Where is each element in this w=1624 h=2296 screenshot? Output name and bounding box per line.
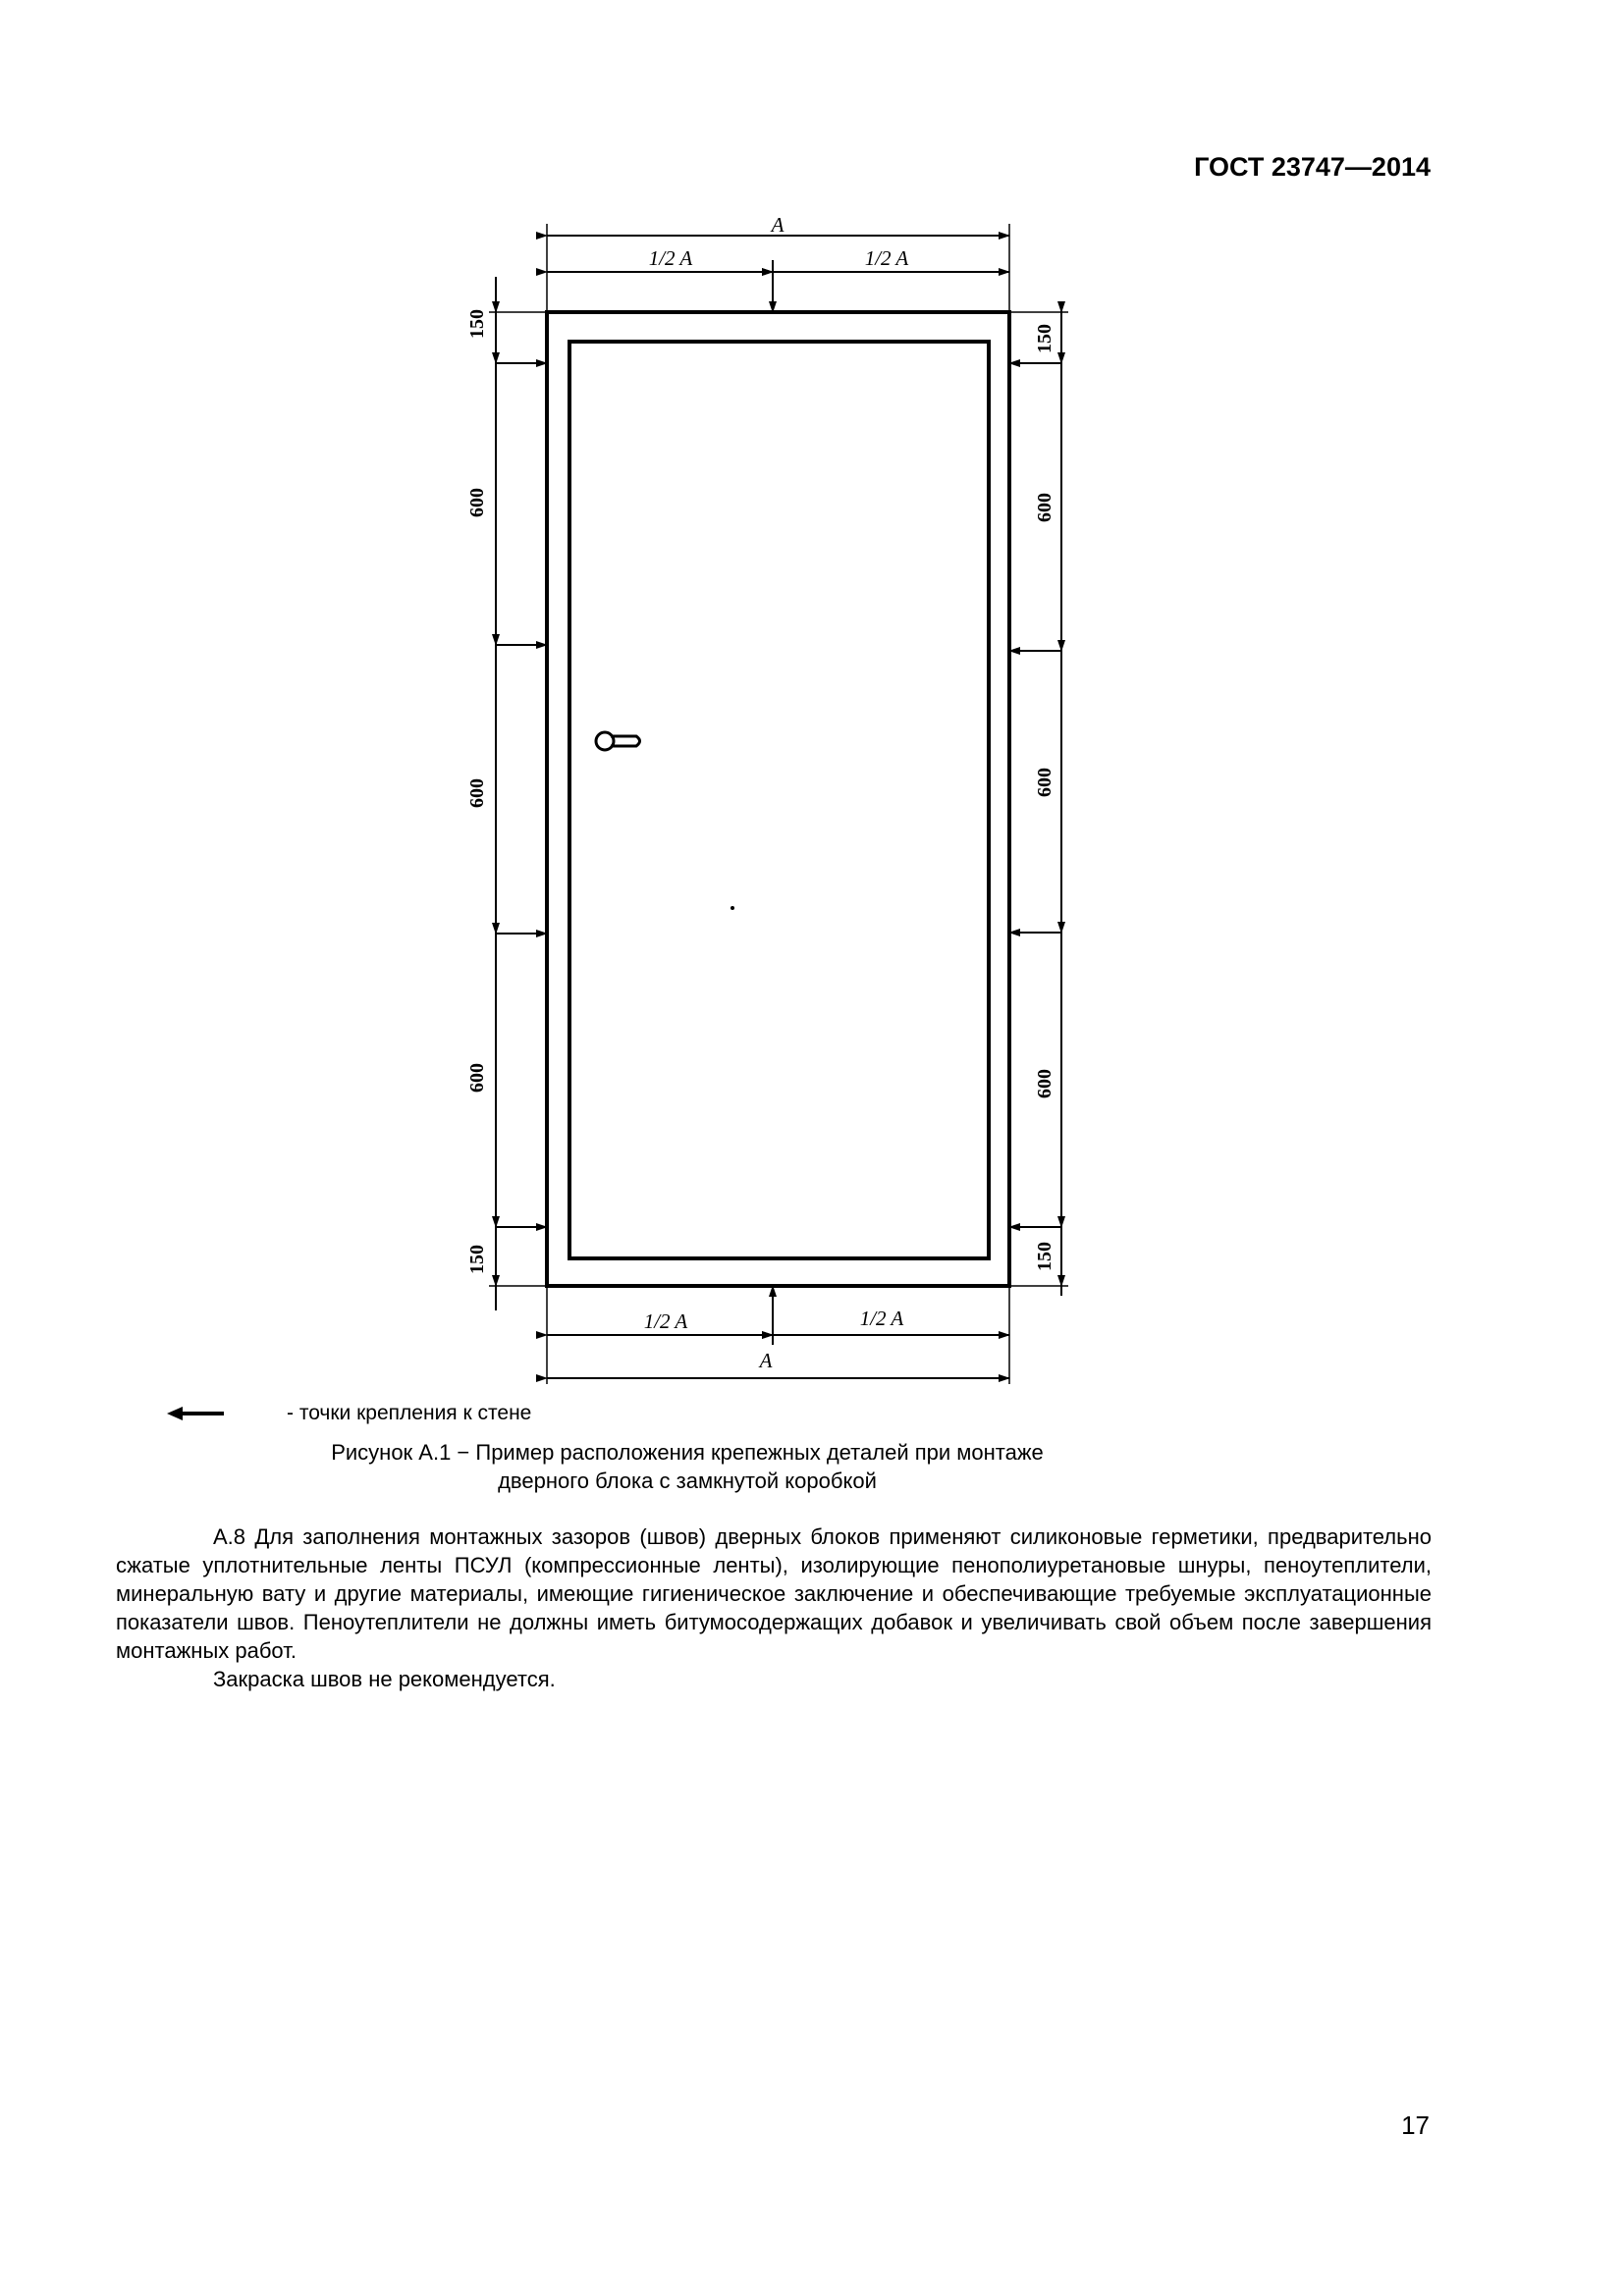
legend-text: - точки крепления к стене <box>287 1402 532 1424</box>
page-number: 17 <box>1401 2110 1430 2140</box>
dim-top-total-label: A <box>771 213 785 237</box>
door-handle-icon <box>596 732 640 750</box>
left-dim-5: 150 <box>466 1245 488 1274</box>
right-dim-2: 600 <box>1034 493 1056 522</box>
right-dim-1: 150 <box>1034 324 1056 353</box>
door-frame-outer <box>547 312 1009 1286</box>
dim-bottom-half-right-label: 1/2 A <box>859 1307 904 1330</box>
left-fastening-arrows <box>496 363 547 1227</box>
left-dim-3: 600 <box>466 778 488 808</box>
right-dim-4: 600 <box>1034 1069 1056 1098</box>
paragraph-note: Закраска швов не рекомендуется. <box>213 1667 556 1691</box>
caption-line-1: Рисунок А.1 − Пример расположения крепежных деталей при монтаже <box>331 1440 1044 1465</box>
dim-top-half-right-label: 1/2 A <box>864 246 909 270</box>
right-dim-5: 150 <box>1034 1242 1056 1271</box>
standard-header: ГОСТ 23747—2014 <box>1194 152 1431 182</box>
dim-bottom-total-label: A <box>759 1349 773 1372</box>
body-text <box>116 1522 1432 1693</box>
dim-top-half-left-label: 1/2 A <box>648 246 693 270</box>
paragraph-a8: А.8 Для заполнения монтажных зазоров (швов) дверных блоков применяют силиконовые герметики, предварительно сжатые уплотнительные ленты ПСУЛ (компрессионные ленты), изолирующие пенополиуретановые шнуры, пеноутеплители, минеральную вату и другие материалы, имеющие гигиеническое заключение и обеспечивающие требуемые эксплуатационные показатели швов. Пеноутеплители не должны иметь битумосодержащих добавок и увеличивать свой объем после завершения монтажных работ. <box>116 1524 1432 1663</box>
left-arrow-icon <box>167 1404 226 1423</box>
caption-line-2: дверного блока с замкнутой коробкой <box>498 1468 877 1493</box>
left-dim-4: 600 <box>466 1063 488 1093</box>
dim-bottom-half-left-label: 1/2 A <box>643 1309 688 1333</box>
figure-caption <box>196 1438 1178 1495</box>
right-dim-3: 600 <box>1034 768 1056 797</box>
door-leaf <box>569 342 989 1258</box>
legend <box>167 1402 531 1425</box>
center-dot <box>731 906 734 910</box>
left-dim-1: 150 <box>466 309 488 339</box>
left-dim-2: 600 <box>466 488 488 517</box>
